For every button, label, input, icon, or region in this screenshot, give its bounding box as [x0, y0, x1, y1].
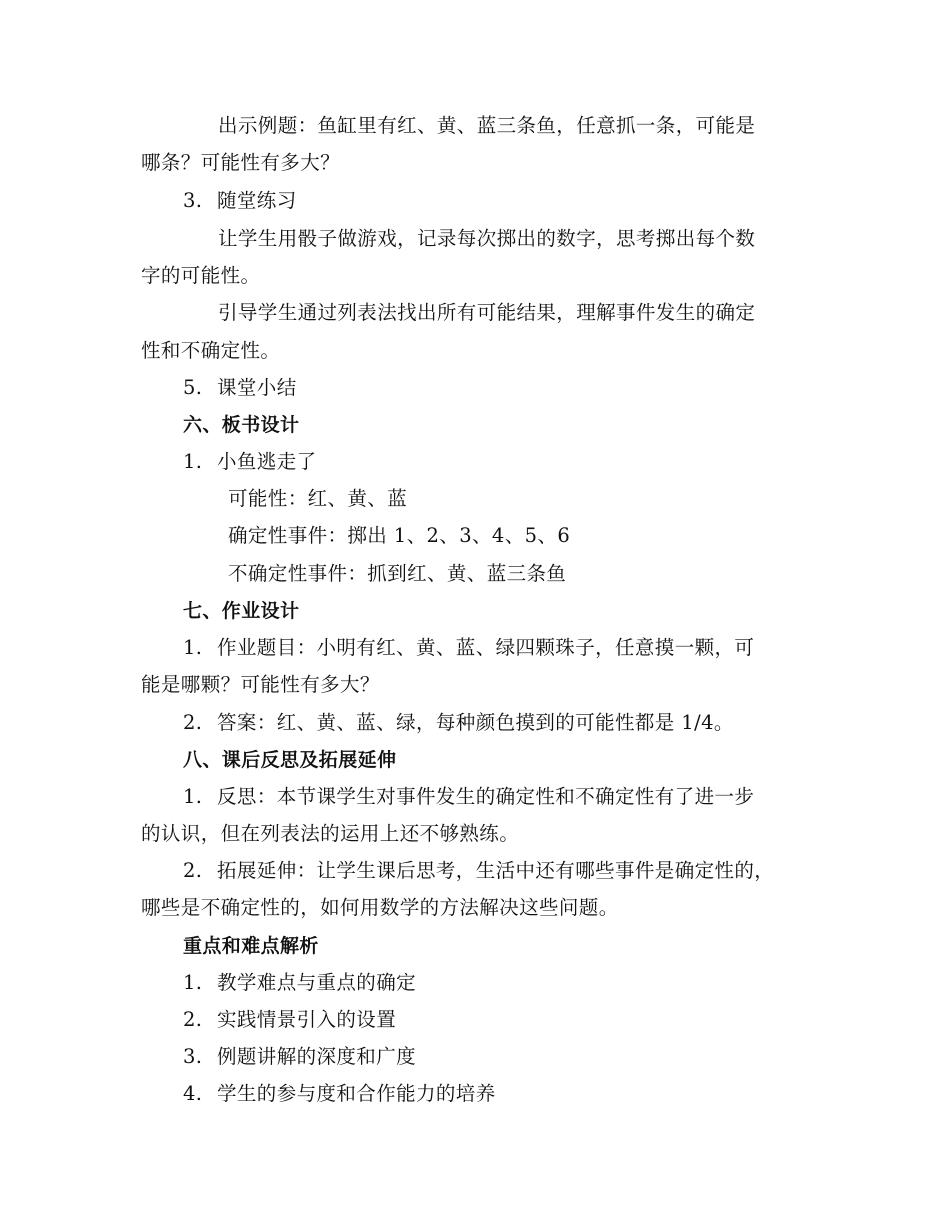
list-number: 2.: [183, 859, 203, 882]
list-number: 1.: [183, 450, 203, 473]
list-item-text: 教学难点与重点的确定: [217, 971, 417, 994]
paragraph-line: 的认识，但在列表法的运用上还不够熟练。: [141, 822, 520, 845]
paragraph-line: 字的可能性。: [141, 264, 261, 287]
paragraph-line: 能是哪颗？可能性有多大？: [141, 673, 380, 696]
list-item: [183, 635, 754, 661]
paragraph-line: 性和不确定性。: [141, 339, 281, 362]
section-heading: 八、课后反思及拓展延伸: [183, 749, 397, 771]
list-number: 1.: [183, 785, 203, 808]
paragraph-line: 哪些是不确定性的，如何用数学的方法解决这些问题。: [141, 896, 619, 919]
list-item-text: 实践情景引入的设置: [217, 1008, 397, 1031]
list-item-text: 学生的参与度和合作能力的培养: [217, 1082, 496, 1105]
section-heading: 重点和难点解析: [183, 935, 319, 957]
board-line: 确定性事件：掷出 1、2、3、4、5、6: [228, 524, 571, 547]
list-number: 1.: [183, 971, 203, 994]
list-number: 3.: [183, 189, 203, 212]
list-item: [183, 1044, 416, 1070]
list-item: [183, 858, 774, 884]
list-item-text: 小鱼逃走了: [217, 450, 317, 473]
board-line: 可能性：红、黄、蓝: [228, 487, 408, 510]
list-number: 2.: [183, 711, 203, 734]
list-item: [183, 449, 317, 475]
list-item: [183, 375, 297, 401]
list-item: [183, 1007, 396, 1033]
board-line: 不确定性事件：抓到红、黄、蓝三条鱼: [228, 562, 567, 585]
list-item-text: 答案：红、黄、蓝、绿，每种颜色摸到的可能性都是 1/4。: [217, 711, 734, 734]
list-item-text: 例题讲解的深度和广度: [217, 1045, 417, 1068]
list-number: 5.: [183, 376, 203, 399]
list-number: 4.: [183, 1082, 203, 1105]
section-heading: 七、作业设计: [183, 600, 300, 622]
list-number: 3.: [183, 1045, 203, 1068]
paragraph-line: 引导学生通过列表法找出所有可能结果，理解事件发生的确定: [218, 301, 756, 324]
paragraph-line: 出示例题：鱼缸里有红、黄、蓝三条鱼，任意抓一条，可能是: [218, 114, 756, 137]
list-item-text: 拓展延伸：让学生课后思考，生活中还有哪些事件是确定性的，: [217, 859, 775, 882]
list-number: 1.: [183, 636, 203, 659]
list-number: 2.: [183, 1008, 203, 1031]
list-item-text: 课堂小结: [217, 376, 297, 399]
paragraph-line: 让学生用骰子做游戏，记录每次掷出的数字，思考掷出每个数: [218, 227, 756, 250]
paragraph-line: 哪条？可能性有多大？: [141, 151, 341, 174]
list-item: [183, 188, 297, 214]
list-item: [183, 970, 416, 996]
list-item-text: 随堂练习: [217, 189, 297, 212]
list-item-text: 反思：本节课学生对事件发生的确定性和不确定性有了进一步: [217, 785, 755, 808]
list-item: [183, 1081, 496, 1107]
list-item: [183, 784, 754, 810]
list-item: [183, 710, 734, 736]
list-item-text: 作业题目：小明有红、黄、蓝、绿四颗珠子，任意摸一颗，可: [217, 636, 755, 659]
section-heading: 六、板书设计: [183, 414, 300, 436]
